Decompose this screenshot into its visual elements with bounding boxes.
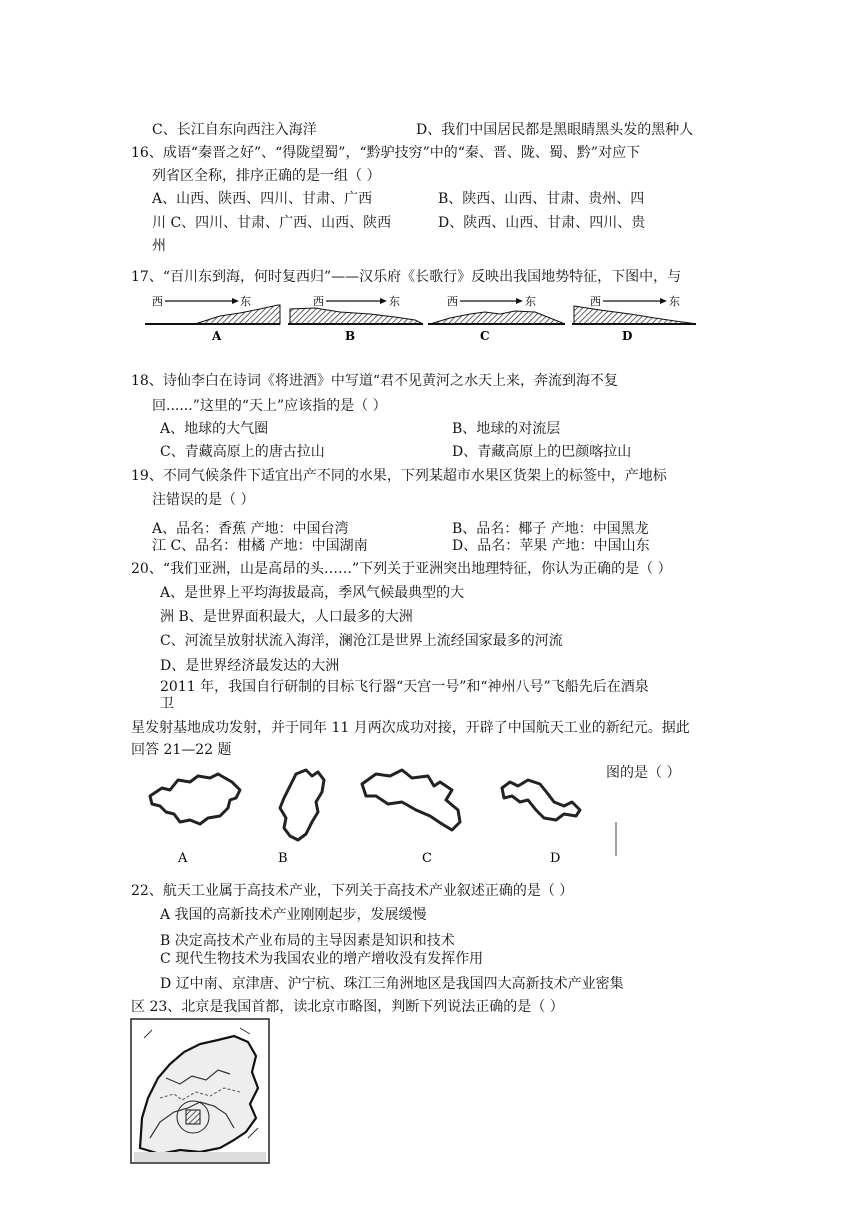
profile-d [572, 295, 696, 342]
q19-option-a: A、品名：香蕉 产地：中国台湾 [152, 521, 349, 537]
profile-a-west-label: 西 [152, 295, 163, 308]
outline-c-label: C [422, 851, 432, 866]
profile-b-west-label: 西 [313, 295, 324, 308]
q22-stem: 22、航天工业属于高技术产业，下列关于高技术产业叙述正确的是（ ） [131, 883, 574, 899]
profile-d-label: D [622, 329, 633, 342]
q19-option-c: 江 C、品名：柑橘 产地：中国湖南 [152, 538, 368, 554]
terrain-profiles-figure [140, 292, 700, 342]
outline-a [150, 774, 240, 824]
q18-stem-line1: 18、诗仙李白在诗词《将进酒》中写道“君不见黄河之水天上来，奔流到海不复 [131, 373, 618, 389]
q20-option-d: D、是世界经济最发达的大洲 [160, 658, 340, 674]
profile-d-east-label: 东 [669, 295, 680, 308]
q19-option-b: B、品名：椰子 产地：中国黑龙 [452, 521, 649, 537]
outline-d-label: D [550, 851, 561, 866]
intro-line3: 回答 21—22 题 [131, 742, 232, 758]
q18-option-b: B、地球的对流层 [452, 421, 561, 437]
q18-option-c: C、青藏高原上的唐古拉山 [160, 444, 325, 460]
q17-stem: 17、“百川东到海，何时复西归”——汉乐府《长歌行》反映出我国地势特征，下图中，与 [131, 269, 682, 285]
profile-c-west-label: 西 [447, 295, 458, 308]
q20-option-b: 洲 B、是世界面积最大，人口最多的大洲 [160, 609, 413, 625]
profile-b-label: B [345, 329, 356, 342]
profile-c [428, 295, 565, 342]
q19-option-d: D、品名：苹果 产地：中国山东 [452, 538, 650, 554]
outline-c [362, 770, 460, 830]
q18-option-d: D、青藏高原上的巴颜喀拉山 [452, 444, 632, 460]
q21-stem-tail: 图的是（ ） [606, 765, 681, 781]
q16-option-d-cont: 州 [152, 238, 166, 254]
q16-option-d: D、陕西、山西、甘肃、四川、贵 [438, 215, 646, 231]
q16-stem-line2: 列省区全称，排序正确的是一组（ ） [152, 168, 381, 184]
q20-stem: 20、“我们亚洲，山是高昂的头……”下列关于亚洲突出地理特征，你认为正确的是（ ） [131, 561, 672, 577]
outline-d [502, 780, 580, 820]
outline-a-label: A [178, 851, 188, 866]
q16-stem-line1: 16、成语“秦晋之好”、“得陇望蜀”，“黔驴技穷”中的“秦、晋、陇、蜀、黔”对应下 [131, 145, 641, 161]
q22-option-b: B 决定高技术产业布局的主导因素是知识和技术 [160, 933, 455, 949]
q19-stem-line1: 19、不同气候条件下适宜出产不同的水果，下列某超市水果区货架上的标签中，产地标 [131, 468, 667, 484]
q18-option-a: A、地球的大气圈 [160, 421, 269, 437]
q20-option-a: A、是世界上平均海拔最高，季风气候最典型的大 [160, 585, 465, 601]
intro-line1-cont: 卫 [160, 696, 174, 712]
q19-stem-line2: 注错误的是（ ） [152, 492, 255, 508]
province-outlines-figure [140, 764, 630, 874]
outline-b-label: B [278, 851, 288, 866]
profile-c-label: C [480, 329, 490, 342]
q23-stem: 区 23、北京是我国首都，读北京市略图，判断下列说法正确的是（ ） [131, 999, 564, 1015]
profile-a-east-label: 东 [240, 295, 251, 308]
q15-option-c: C、长江自东向西注入海洋 [152, 122, 317, 138]
profile-a [145, 295, 280, 342]
q16-option-b: B、陕西、山西、甘肃、贵州、四 [438, 191, 645, 207]
intro-line1: 2011 年，我国自行研制的目标飞行器“天宫一号”和“神州八号”飞船先后在酒泉 [160, 679, 649, 695]
q16-option-c: 川 C、四川、甘肃、广西、山西、陕西 [152, 215, 392, 231]
q22-option-a: A 我国的高新技术产业刚刚起步，发展缓慢 [160, 907, 427, 923]
q18-stem-line2: 回......”这里的“天上”应该指的是（ ） [152, 398, 387, 414]
q22-option-c: C 现代生物技术为我国农业的增产增收没有发挥作用 [160, 951, 484, 967]
beijing-map-figure [130, 1018, 270, 1164]
profile-a-label: A [212, 329, 222, 342]
q20-option-c: C、河流呈放射状流入海洋，澜沧江是世界上流经国家最多的河流 [160, 633, 563, 649]
profile-c-east-label: 东 [525, 295, 536, 308]
intro-line2: 星发射基地成功发射，并于同年 11 月两次成功对接，开辟了中国航天工业的新纪元。据此 [131, 720, 690, 736]
q15-option-d: D、我们中国居民都是黑眼睛黑头发的黑种人 [416, 122, 694, 138]
profile-b-east-label: 东 [389, 295, 400, 308]
q22-option-d: D 辽中南、京津唐、沪宁杭、珠江三角洲地区是我国四大高新技术产业密集 [160, 976, 624, 992]
profile-d-west-label: 西 [590, 295, 601, 308]
q16-option-a: A、山西、陕西、四川、甘肃、广西 [152, 191, 373, 207]
profile-b [288, 295, 423, 342]
outline-b [280, 770, 324, 840]
